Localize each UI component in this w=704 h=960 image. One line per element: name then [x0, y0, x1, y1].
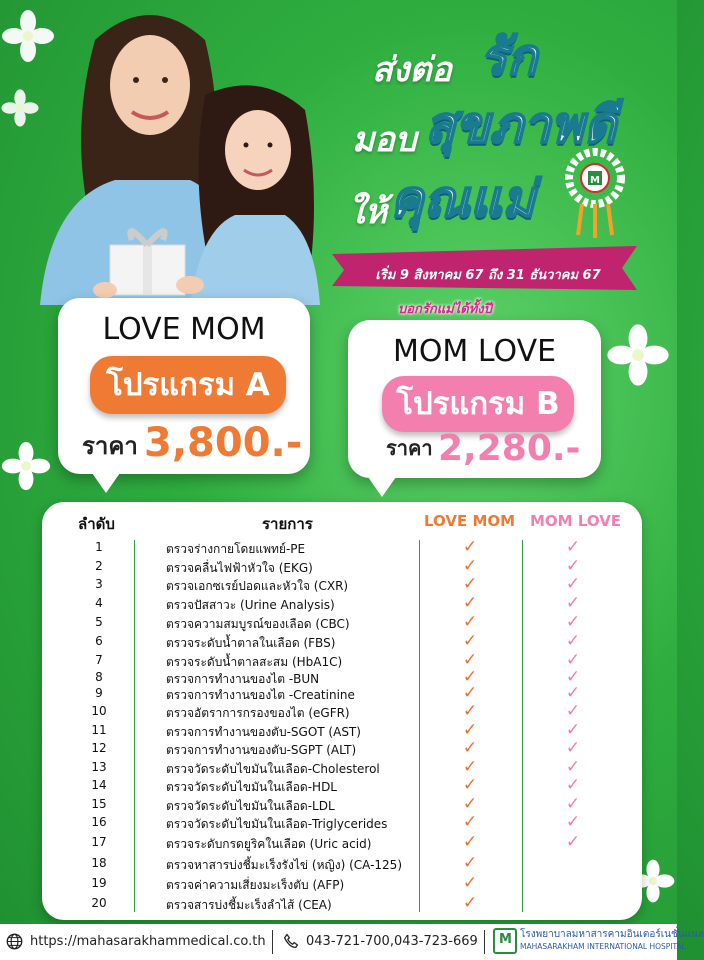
- row-number: 1: [95, 540, 103, 554]
- hospital-logo-letter: M: [499, 932, 512, 947]
- table-row: [42, 631, 642, 653]
- table-row: [42, 873, 642, 895]
- row-number: 14: [91, 778, 107, 792]
- love-mom-check-icon: ✓: [462, 832, 478, 852]
- website-link[interactable]: https://mahasarakhammedical.co.th: [30, 934, 266, 949]
- table-row: [42, 612, 642, 634]
- mother-daughter-photo: [20, 0, 320, 305]
- headline-line1: ส่งต่อ: [372, 50, 452, 90]
- row-item: ตรวจวัดระดับไขมันในเลือด-LDL: [166, 799, 335, 813]
- jasmine-flower-icon: [0, 440, 52, 492]
- row-item: ตรวจหาสารบ่งชี้มะเร็งรังไข่ (หญิง) (CA-125): [166, 858, 402, 872]
- row-number: 5: [95, 615, 103, 629]
- mom-love-check-icon: ✓: [565, 720, 581, 740]
- row-number: 19: [91, 876, 107, 890]
- row-item: ตรวจการทำงานของตับ-SGPT (ALT): [166, 743, 357, 757]
- mom-love-check-icon: ✓: [565, 683, 581, 703]
- mom-love-check-icon: ✓: [565, 794, 581, 814]
- row-number: 9: [95, 686, 103, 700]
- headline-health: สุขภาพดี: [425, 96, 617, 154]
- jasmine-flower-icon: [605, 322, 671, 388]
- mom-love-check-icon: ✓: [565, 556, 581, 576]
- row-number: 12: [91, 741, 107, 755]
- mom-love-check-icon: ✓: [565, 537, 581, 557]
- phone-icon: [283, 933, 299, 949]
- mom-love-check-icon: ✓: [565, 832, 581, 852]
- row-item: ตรวจระดับน้ำตาลในเลือด (FBS): [166, 636, 336, 650]
- row-item: ตรวจวัดระดับไขมันในเลือด-HDL: [166, 780, 337, 794]
- table-header-love-mom: LOVE MOM: [424, 512, 516, 530]
- headline-line2: มอบ: [352, 120, 417, 160]
- row-number: 20: [91, 896, 107, 910]
- program-b-price-label: ราคา: [386, 436, 433, 460]
- table-row: [42, 574, 642, 596]
- table-row: [42, 738, 642, 760]
- love-mom-check-icon: ✓: [462, 873, 478, 893]
- love-mom-check-icon: ✓: [462, 593, 478, 613]
- table-header-item: รายการ: [262, 515, 313, 533]
- love-mom-check-icon: ✓: [462, 775, 478, 795]
- row-item: ตรวจวัดระดับไขมันในเลือด-Cholesterol: [166, 762, 380, 776]
- table-header-mom-love: MOM LOVE: [530, 512, 622, 530]
- mom-love-check-icon: ✓: [565, 738, 581, 758]
- hospital-name-thai: โรงพยาบาลมหาสารคามอินเตอร์เนชั่นแนล: [520, 929, 704, 940]
- headline-line3: ให้: [348, 192, 388, 232]
- love-mom-check-icon: ✓: [462, 701, 478, 721]
- hospital-logo: [493, 928, 517, 954]
- row-item: ตรวจค่าความเสี่ยงมะเร็งตับ (AFP): [166, 878, 345, 892]
- love-mom-check-icon: ✓: [462, 667, 478, 687]
- mom-love-check-icon: ✓: [565, 667, 581, 687]
- mom-love-check-icon: ✓: [565, 593, 581, 613]
- table-row: [42, 794, 642, 816]
- love-mom-check-icon: ✓: [462, 556, 478, 576]
- row-item: ตรวจการทำงานของตับ-SGOT (AST): [166, 725, 361, 739]
- row-number: 8: [95, 670, 103, 684]
- row-item: ตรวจระดับกรดยูริคในเลือด (Uric acid): [166, 837, 372, 851]
- mom-love-check-icon: ✓: [565, 757, 581, 777]
- row-number: 7: [95, 653, 103, 667]
- mom-love-check-icon: ✓: [565, 631, 581, 651]
- love-mom-check-icon: ✓: [462, 812, 478, 832]
- program-b-card-tail: [368, 477, 396, 497]
- mom-love-check-icon: ✓: [565, 574, 581, 594]
- table-row: [42, 593, 642, 615]
- table-row: [42, 893, 642, 915]
- row-item: ตรวจคลื่นไฟฟ้าหัวใจ (EKG): [166, 561, 313, 575]
- jasmine-garland-icon: [560, 140, 630, 240]
- row-item: ตรวจวัดระดับไขมันในเลือด-Triglycerides: [166, 817, 388, 831]
- table-row: [42, 812, 642, 834]
- row-number: 15: [91, 797, 107, 811]
- row-number: 17: [91, 835, 107, 849]
- row-item: ตรวจอัตราการกรองของไต (eGFR): [166, 706, 350, 720]
- footer-separator: [272, 930, 273, 954]
- program-a-title: LOVE MOM: [102, 312, 266, 347]
- mom-love-check-icon: ✓: [565, 650, 581, 670]
- row-item: ตรวจการทำงานของไต -Creatinine: [166, 688, 355, 702]
- phone-number[interactable]: 043-721-700,043-723-669: [306, 934, 478, 949]
- row-item: ตรวจร่างกายโดยแพทย์-PE: [166, 542, 306, 556]
- headline-love: รัก: [480, 28, 538, 86]
- row-item: ตรวจความสมบูรณ์ของเลือด (CBC): [166, 617, 350, 631]
- mom-love-check-icon: ✓: [565, 701, 581, 721]
- program-a-price: 3,800.-: [144, 420, 303, 466]
- table-row: [42, 701, 642, 723]
- tagline: บอกรักแม่ได้ทั้งปี: [398, 302, 492, 317]
- svg-text:M: M: [590, 175, 600, 186]
- row-item: ตรวจสารบ่งชี้มะเร็งลำไส้ (CEA): [166, 898, 332, 912]
- love-mom-check-icon: ✓: [462, 574, 478, 594]
- program-a-card-tail: [92, 473, 120, 493]
- row-number: 6: [95, 634, 103, 648]
- promo-dates: เริ่ม 9 สิงหาคม 67 ถึง 31 ธันวาคม 67: [375, 268, 601, 283]
- table-row: [42, 683, 642, 705]
- row-number: 13: [91, 760, 107, 774]
- row-item: ตรวจระดับน้ำตาลสะสม (HbA1C): [166, 655, 343, 669]
- program-b-badge: โปรแกรม B: [382, 376, 574, 432]
- program-a-card: [58, 298, 310, 474]
- table-header-number: ลำดับ: [78, 515, 115, 533]
- row-item: ตรวจปัสสาวะ (Urine Analysis): [166, 598, 335, 612]
- row-number: 4: [95, 596, 103, 610]
- row-item: ตรวจเอกซเรย์ปอดและหัวใจ (CXR): [166, 579, 349, 593]
- love-mom-check-icon: ✓: [462, 794, 478, 814]
- table-row: [42, 757, 642, 779]
- headline-mother: คุณแม่: [390, 170, 536, 228]
- love-mom-check-icon: ✓: [462, 738, 478, 758]
- row-number: 3: [95, 577, 103, 591]
- love-mom-check-icon: ✓: [462, 537, 478, 557]
- love-mom-check-icon: ✓: [462, 650, 478, 670]
- love-mom-check-icon: ✓: [462, 720, 478, 740]
- program-b-title: MOM LOVE: [392, 334, 557, 369]
- table-row: [42, 853, 642, 875]
- love-mom-check-icon: ✓: [462, 757, 478, 777]
- table-row: [42, 537, 642, 559]
- program-a-price-label: ราคา: [82, 432, 138, 460]
- love-mom-check-icon: ✓: [462, 853, 478, 873]
- row-number: 2: [95, 559, 103, 573]
- love-mom-check-icon: ✓: [462, 612, 478, 632]
- program-b-price: 2,280.-: [438, 428, 581, 469]
- footer: [0, 924, 704, 960]
- program-b-card: [348, 320, 601, 478]
- hospital-name-english: MAHASARAKHAM INTERNATIONAL HOSPITAL: [520, 942, 686, 951]
- row-number: 10: [91, 704, 107, 718]
- table-row: [42, 720, 642, 742]
- globe-icon: [6, 933, 23, 950]
- row-item: ตรวจการทำงานของไต -BUN: [166, 672, 320, 686]
- row-number: 18: [91, 856, 107, 870]
- footer-separator: [484, 930, 485, 954]
- table-row: [42, 775, 642, 797]
- love-mom-check-icon: ✓: [462, 893, 478, 913]
- row-number: 11: [91, 723, 107, 737]
- mom-love-check-icon: ✓: [565, 775, 581, 795]
- program-a-badge: โปรแกรม A: [90, 356, 286, 414]
- love-mom-check-icon: ✓: [462, 631, 478, 651]
- table-row: [42, 556, 642, 578]
- table-row: [42, 832, 642, 854]
- love-mom-check-icon: ✓: [462, 683, 478, 703]
- mom-love-check-icon: ✓: [565, 612, 581, 632]
- row-number: 16: [91, 815, 107, 829]
- mom-love-check-icon: ✓: [565, 812, 581, 832]
